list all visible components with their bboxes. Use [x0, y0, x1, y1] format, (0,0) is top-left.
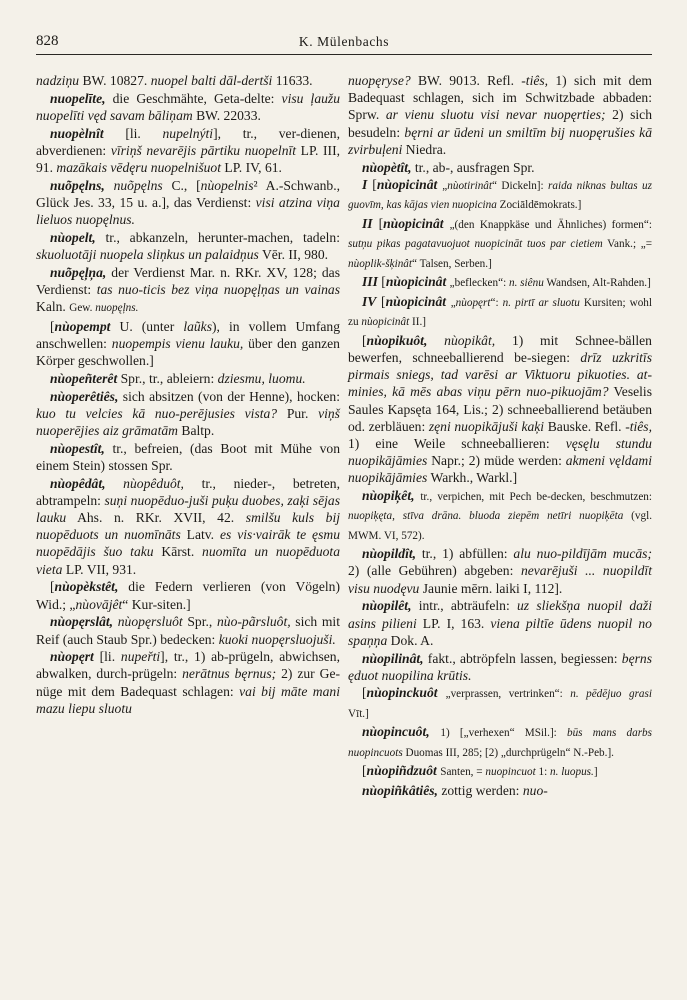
dictionary-entry [348, 762, 652, 781]
headword: nùopicinât [376, 177, 438, 193]
gloss-text: Veselis Saules Kapsęta 164, Lis.; 2) schneeballierend betäuben od. zerbläuen: [348, 384, 653, 434]
gloss-text: Napr.; 2) müde werden: [427, 453, 566, 469]
latvian-example: nevarējuši ... nuopildīt visu nuodęvu [348, 563, 652, 596]
dictionary-entry [348, 684, 652, 722]
small-gloss: Wandsen, Alt-Rahden.] [543, 277, 651, 290]
dictionary-entry [36, 264, 340, 318]
dictionary-entry [348, 487, 652, 545]
small-gloss: Gew. [69, 302, 96, 315]
gloss-text: zottig werden: [437, 782, 523, 798]
latvian-example: nùo-pãrsluôt, [216, 614, 291, 630]
small-gloss: Zociāldēmokrats.] [496, 199, 582, 212]
gloss-text: sich absitzen (von der Henne), hocken: [118, 388, 340, 404]
small-example: nuopiķęta, stīva drāna. bluoda ziepēm netīri nuopiķēta [348, 510, 624, 523]
gloss-text: Latv. [180, 527, 220, 543]
latvian-example: nùopikât, [444, 332, 496, 348]
small-gloss: “: [490, 296, 503, 309]
headword: nùopęrt [50, 649, 94, 665]
latvian-example: vīriņš nevarējis pārtiku nuopelnīt [110, 142, 297, 158]
dictionary-entry [348, 597, 652, 649]
gloss-text: tr., abkanzeln, herunter-machen, tadeln: [95, 229, 340, 245]
dictionary-entry [348, 545, 652, 597]
latvian-example: smilšu kuls bij nuopēduots un nuomīnāts [36, 510, 341, 543]
gloss-text: Baltp. [177, 423, 215, 439]
gloss-text: LP. VII, 931. [62, 561, 137, 577]
gloss-text: 11633. [272, 73, 313, 88]
gloss-text [430, 724, 441, 739]
gloss-text: Kaln. [36, 299, 70, 315]
dictionary-entry [36, 440, 340, 474]
gloss-text: intr., abträufeln: [411, 598, 517, 614]
headword: nùopilêt, [362, 598, 412, 614]
gloss-text: der Verdienst Mar. n. RKr. XV, 128; das Verdienst: [36, 264, 340, 297]
headword: nùopicinât [385, 293, 447, 309]
gloss-text: ² A.-Schwanb., Glück Jes. 33, 15 u. a.], das Verdienst: [36, 177, 340, 210]
headword: nuõpęļņa, [50, 264, 107, 280]
headword: nùopiñkâtiês, [362, 782, 438, 798]
gloss-text: “ Kur-siten.] [122, 596, 191, 612]
small-example: nuopincuot [485, 766, 536, 779]
dictionary-entry [36, 229, 340, 263]
dictionary-entry [348, 72, 652, 158]
latvian-example: viena piltīe ūdens nuopil no spaņņa [348, 615, 652, 648]
small-example: n. pirtī ar sluotu [502, 296, 580, 309]
small-gloss: “ Dickeln]: [492, 180, 549, 193]
latvian-example: nuo- [522, 782, 548, 798]
small-example: nùopicinât [361, 316, 410, 329]
gloss-text: BW. 10827. [79, 73, 151, 88]
right-column [348, 72, 652, 800]
gloss-text: [ [376, 293, 386, 309]
latvian-example: tas nuo-ticis bez viņa nuopęļņas un vainas [96, 281, 340, 297]
small-example: sutņu pikas pagatavuojuot nuopicināt tuos par cietiem [348, 238, 603, 251]
page-header [36, 32, 652, 55]
gloss-text [105, 178, 114, 193]
latvian-example: laũks [183, 318, 213, 334]
latvian-example: bęrni ar ūdeni un smiltīm bij nuopęrušies kā zvirbuļeni [348, 124, 652, 157]
gloss-text: Jaunie mērn. laiki I, 112]. [419, 580, 563, 596]
gloss-text: tr., 1) abfüllen: [416, 546, 514, 562]
small-gloss: “ Talsen, Serben.] [412, 257, 492, 270]
small-example: nùopęrt [455, 296, 491, 309]
gloss-text: sich mit Reif (auch Staub Spr.) bedecken: [36, 614, 340, 647]
latvian-example: kuo tu velcies kā nuo-perējusies vista? [36, 405, 278, 421]
gloss-text: [ [367, 177, 377, 193]
small-gloss: Santen, = [440, 766, 486, 779]
latvian-example: alu nuo-pildījām mucās; [513, 546, 652, 562]
gloss-text: ], tr., ver-dienen, abverdienen: [36, 125, 340, 158]
latvian-example: -tiês, [521, 73, 549, 88]
headword: nùopestît, [50, 440, 105, 456]
dictionary-entry [36, 578, 340, 612]
dictionary-entry [348, 215, 652, 273]
gloss-text [106, 476, 124, 491]
headword: nùopiñdzuôt [366, 763, 437, 779]
latvian-example: ar vienu sluotu visi nevar nuopęrties; [385, 107, 606, 123]
headword: II [362, 216, 373, 232]
small-gloss: „ [450, 296, 456, 309]
headword: nùopinckuôt [366, 685, 438, 701]
headword: nùopêdât, [50, 475, 106, 491]
page-number: 828 [36, 33, 59, 49]
latvian-example: mazākais vēdęru nuopelnišuot [56, 160, 222, 176]
gloss-text: Niedra. [402, 141, 447, 157]
gloss-text: tr., befreien, (das Boot mit Mühe von einem Stein) stossen Spr. [36, 440, 340, 473]
latvian-example: nuopel balti dāl-dertši [150, 73, 273, 88]
gloss-text: Ahs. n. RKr. XVII, 42. [66, 510, 246, 526]
small-example: nuopęļns. [95, 302, 139, 315]
gloss-text: Spr., tr., ableiern: [117, 370, 218, 386]
small-gloss: Vank.; „= [602, 238, 652, 251]
latvian-example: dziesmu, luomu. [217, 370, 306, 386]
gloss-text: [ [362, 685, 367, 701]
gloss-text: [ [50, 579, 55, 595]
gloss-text: ), in vollem Umfang anschwellen: [36, 318, 341, 352]
dictionary-entry [36, 475, 340, 578]
dictionary-entry [348, 650, 652, 684]
gloss-text: [ [372, 216, 384, 232]
headword: nùopèkstêt, [54, 579, 119, 595]
gloss-text: Spr., [182, 614, 217, 630]
small-gloss: 1) [„verhexen“ MSil.]: [440, 727, 567, 740]
headword: nùopicinât [383, 216, 444, 232]
headword: III [362, 274, 378, 290]
gloss-text: Dok. A. [387, 632, 434, 648]
latvian-example: es vis·vairāk te ęsmu nuopēdājis šuo taku [36, 527, 340, 560]
headword: nuopèlnît [50, 125, 104, 141]
gloss-text: 1) sich mit dem Badequast schlagen, sich im Schwitzbade abbaden: Sprw. [348, 73, 652, 123]
gloss-text: 1) mit Schnee-bällen bewerfen, schneeballierend be-siegen: [348, 332, 652, 366]
headword: nùopildît, [362, 546, 417, 562]
latvian-example: vai bij māte mani mazu liepu sluotu [36, 683, 340, 716]
latvian-example: nuopempis vienu lauku, [111, 336, 244, 352]
headword: nùopicinât [385, 274, 447, 290]
small-gloss: ] [593, 766, 598, 779]
latvian-example: nùopelnis [200, 177, 254, 193]
headword: nùopètît, [362, 159, 412, 175]
headword: I [362, 177, 368, 193]
small-gloss: Vīt.] [348, 707, 369, 720]
gloss-text: LP. IV, 61. [221, 160, 282, 176]
small-gloss: „verprassen, vertrinken“: [445, 688, 571, 701]
small-gloss: „ [442, 180, 448, 193]
gloss-text: LP. III, 91. [36, 142, 340, 176]
gloss-text: [ [377, 274, 386, 290]
gloss-text: BW. 22033. [192, 107, 261, 123]
dictionary-entry [348, 293, 652, 331]
latvian-example: vęsęlu stundu nuopikājāmies [348, 436, 652, 469]
dictionary-entry [36, 388, 340, 440]
gloss-text: 1) eine Weile schneeballieren: [348, 436, 566, 452]
gloss-text: BW. 9013. Refl. [410, 73, 522, 88]
left-column [36, 72, 340, 718]
dictionary-entry [348, 273, 652, 292]
latvian-example: nùopęrsluôt [117, 614, 183, 630]
gloss-text: C., [ [162, 177, 201, 193]
latvian-example: suņi nuopēduo-juši puķu duobes, zaķi sējas lauku [36, 492, 340, 526]
gloss-text: tr., nieder-, betreten, abtrampeln: [36, 475, 340, 508]
small-gloss: „beflecken“: [449, 277, 509, 290]
headword: nùopeñterêt [50, 370, 118, 386]
gloss-text: LP. I, 163. [416, 615, 491, 631]
latvian-example: visi atzina viņa lieluos nuopęlnus. [36, 194, 340, 228]
latvian-example: nerātnus bęrnus; [182, 666, 277, 682]
dictionary-entry [36, 177, 340, 229]
latvian-example: drīz uzkritīs pirmais sniegs, tad varēsi ar Viktuoru pikuoties. at-minies, kā mēs abas viņu pērn nuo-pikuojām? [348, 350, 652, 400]
dictionary-entry [36, 648, 340, 717]
dictionary-entry [348, 176, 652, 214]
gloss-text: [ [362, 332, 367, 348]
dictionary-entry [36, 370, 340, 387]
latvian-example: akmeni vęldami nuopikājāmies [348, 453, 652, 486]
headword: nùopelt, [50, 229, 96, 245]
gloss-text: [li. [93, 649, 121, 665]
small-example: n. luopus. [550, 766, 594, 779]
gloss-text: Vēr. II, 980. [258, 247, 329, 263]
dictionary-entry [36, 318, 340, 370]
small-gloss: tr., verpichen, mit Pech be-decken, beschmutzen: [420, 491, 652, 504]
gloss-text: [li. [103, 125, 163, 141]
gloss-text: die Federn verlieren (von Vögeln) Wid.; „ [36, 579, 340, 612]
gloss-text: Warkh., Warkl.] [427, 470, 518, 486]
small-gloss: Duomas III, 285; [2) „durchprügeln“ N.-Peb.]. [402, 746, 614, 759]
dictionary-entry [348, 159, 652, 176]
small-example: raida niknas bultas uz guovīm, kas kājas vien nuopicina [348, 180, 652, 212]
gloss-text: [ [362, 763, 367, 779]
gloss-text [427, 333, 444, 348]
gloss-text: 2) sich besudeln: [348, 107, 652, 140]
latvian-example: -tiês, [625, 418, 652, 434]
small-gloss: „(den Knappkäse und Ähnliches) formen“: [449, 219, 652, 232]
small-example: n. pēdējuo grasi [570, 688, 652, 701]
running-title: K. Mülenbachs [298, 34, 390, 49]
latvian-example: kuoki nuopęrsluojuši. [218, 631, 336, 647]
latvian-example: visu ļaužu nuopelīti vęd savam bāliņam [36, 90, 340, 123]
latvian-example: skuoluotāji nuopela sliņkus un palaidņus [36, 247, 259, 263]
gloss-text: die Geschmähte, Geta-delte: [105, 90, 282, 106]
headword: nuopelīte, [50, 90, 106, 106]
small-example: n. siênu [508, 277, 544, 290]
gloss-text: Bauske. Refl. [544, 418, 626, 434]
dictionary-entry [36, 125, 340, 177]
dictionary-entry [36, 72, 340, 89]
small-gloss: Kursiten; wohl zu [348, 296, 653, 329]
latvian-example: nadziņu [36, 73, 80, 88]
gloss-text: tr., ab-, ausfragen Spr. [411, 159, 535, 175]
gloss-text: Kārst. [153, 544, 203, 560]
small-example: nùoplik-šķinât [348, 257, 413, 270]
small-example: nùotirinât [447, 180, 493, 193]
headword: nùopincuôt, [362, 724, 430, 740]
latvian-example: nuõpęlns [113, 177, 163, 193]
headword: nùoperêtiês, [50, 388, 119, 404]
dictionary-entry [348, 723, 652, 761]
small-gloss: II.] [409, 316, 426, 329]
latvian-example: nuopęrуse? [348, 73, 411, 88]
small-gloss: 1: [535, 766, 551, 779]
latvian-example: nùovājêt [75, 596, 123, 612]
gloss-text: fakt., abtröpfeln lassen, begiessen: [423, 650, 622, 666]
latvian-example: nuomīta un nuopēduota vieta [36, 544, 341, 577]
headword: nùopilinât, [362, 650, 424, 666]
latvian-example: uz sliekšņa nuopil daži asins pilieni [348, 598, 652, 631]
latvian-example: viņš nuoperējies aiz grāmatām [36, 405, 340, 439]
dictionary-entry [348, 782, 652, 799]
gloss-text: 2) (alle Gebühren) abgeben: [348, 563, 521, 579]
latvian-example: bęrns ęduot nuopilina krūtis. [348, 650, 652, 683]
gloss-text: U. (unter [110, 318, 184, 334]
gloss-text: [ [50, 318, 55, 334]
dictionary-entry [36, 90, 340, 124]
headword: nùopempt [54, 318, 111, 334]
gloss-text: Pur. [277, 405, 319, 421]
small-gloss: (vgl. MWM. VI, 572). [348, 510, 652, 542]
gloss-text: 2) zur Ge-nüge mit dem Badequast schlagen: [36, 666, 341, 699]
latvian-example: nùopêduôt, [123, 475, 184, 491]
small-example: būs mans darbs nuopincuots [348, 727, 652, 759]
gloss-text: ], tr., 1) ab-prügeln, abwichsen, abwalken, durch-prügeln: [36, 649, 340, 682]
headword: nùopiķêt, [362, 488, 415, 504]
headword: nùopikuôt, [366, 332, 428, 348]
latvian-example: nupeřti [120, 649, 161, 665]
latvian-example: zęni nuopikājuši kaķi [428, 418, 545, 434]
dictionary-entry [348, 332, 652, 487]
headword: nuõpęlns, [50, 177, 105, 193]
gloss-text [438, 685, 446, 700]
dictionary-entry [36, 613, 340, 647]
gloss-text: über den ganzen Körper geschwollen.] [36, 336, 340, 369]
headword: IV [362, 293, 377, 309]
latvian-example: nupelnýti [162, 125, 214, 141]
headword: nùopęrslât, [50, 614, 114, 630]
